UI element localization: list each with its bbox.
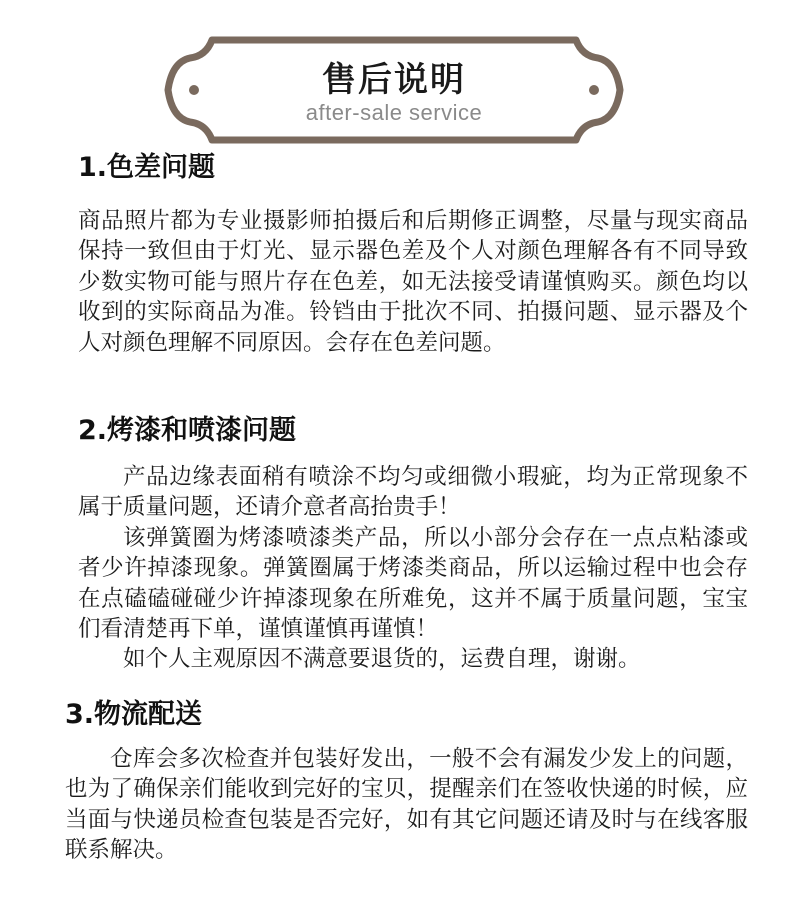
section-heading: 3.物流配送 bbox=[65, 699, 203, 730]
section-paragraph: 商品照片都为专业摄影师拍摄后和后期修正调整，尽量与现实商品保持一致但由于灯光、显示器色差及个人对颜色理解各有不同导致少数实物可能与照片存在色差，如无法接受请谨慎购买。颜色均以收到的实际商品为准。铃铛由于批次不同、拍摄问题、显示器及个人对颜色理解不同原因。会存在色差问题。 bbox=[78, 208, 748, 356]
section-paragraph: 仓库会多次检查并包装好发出，一般不会有漏发少发上的问题，也为了确保亲们能收到完好的宝贝，提醒亲们在签收快递的时候，应当面与快递员检查包装是否完好，如有其它问题还请及时与在线客服联系解决。 bbox=[65, 746, 748, 864]
section-heading: 2.烤漆和喷漆问题 bbox=[78, 415, 297, 446]
banner-title: 售后说明 bbox=[322, 60, 466, 100]
section-paint-issues bbox=[78, 414, 748, 675]
section-logistics bbox=[65, 698, 748, 866]
section-paragraph: 如个人主观原因不满意要退货的，运费自理，谢谢。 bbox=[123, 646, 641, 673]
section-heading: 1.色差问题 bbox=[78, 152, 216, 183]
section-paragraph: 产品边缘表面稍有喷涂不均匀或细微小瑕疵，均为正常现象不属于质量问题，还请介意者高抬贵手！ bbox=[78, 464, 748, 521]
after-sale-banner bbox=[164, 36, 624, 144]
section-color-difference bbox=[78, 151, 748, 358]
section-paragraph: 该弹簧圈为烤漆喷漆类产品，所以小部分会存在一点点粘漆或者少许掉漆现象。弹簧圈属于烤漆类商品，所以运输过程中也会存在点磕磕碰碰少许掉漆现象在所难免，这并不属于质量问题，宝宝们看清楚再下单，谨慎谨慎再谨慎！ bbox=[78, 524, 748, 643]
banner-subtitle: after-sale service bbox=[305, 100, 483, 125]
